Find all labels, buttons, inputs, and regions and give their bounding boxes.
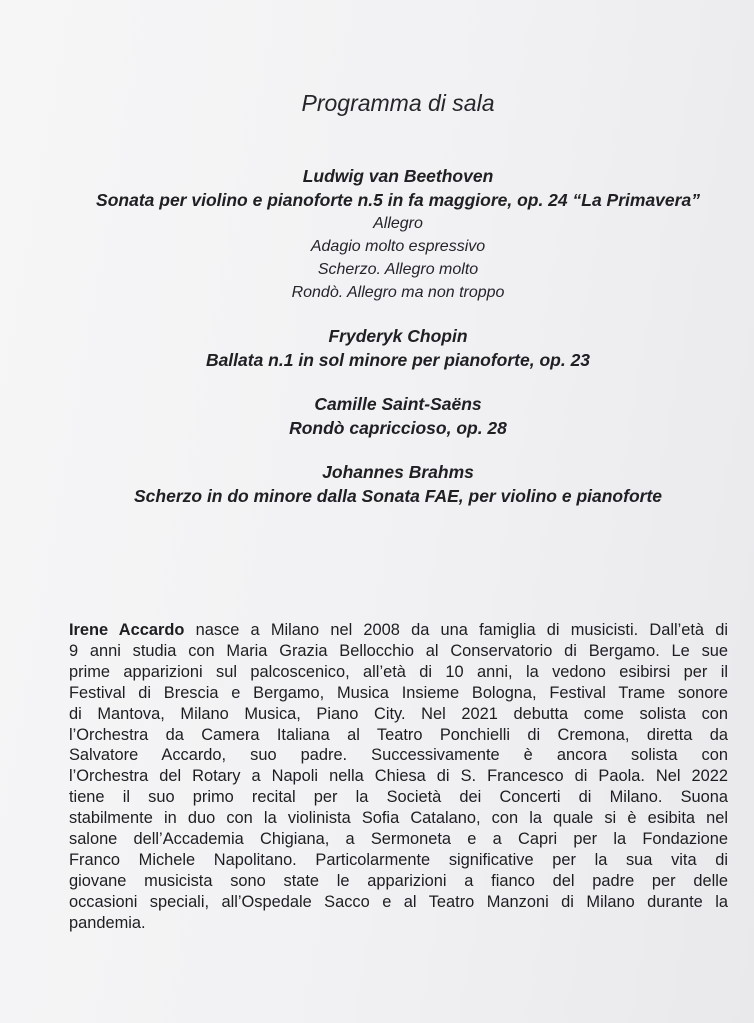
bio-line: giovane musicista sono state le apparizioni a fianco del padre per delle [69,871,728,890]
bio-line: salone dell’Accademia Chigiana, a Sermoneta e a Capri per la Fondazione [69,830,728,849]
bio-line-text: nasce a Milano nel 2008 da una famiglia di musicisti. Dall’età di [184,621,728,639]
work-title: Rondò capriccioso, op. 28 [289,418,507,438]
bio-line: 9 anni studia con Maria Grazia Bellocchio al Conservatorio di Bergamo. Le sue [69,641,728,660]
movement: Adagio molto espressivo [310,238,486,255]
work-title: Scherzo in do minore dalla Sonata FAE, per violino e pianoforte [134,486,662,506]
bio-line: di Mantova, Milano Musica, Piano City. Nel 2021 debutta come solista con [69,704,728,723]
work-title: Ballata n.1 in sol minore per pianoforte, op. 23 [205,350,591,370]
bio-line: Salvatore Accardo, suo padre. Successivamente è ancora solista con [69,746,728,765]
page-title: Programma di sala [301,90,495,116]
bio-line: stabilmente in duo con la violinista Sofia Catalano, con la quale si è esibita nel [69,809,728,828]
bio-line: prime apparizioni sul palcoscenico, all’età di 10 anni, la vedono esibirsi per il [69,662,728,681]
composer-name: Camille Saint-Saëns [314,394,482,414]
program-item [0,460,754,508]
program-item [0,324,754,372]
composer-name: Johannes Brahms [322,462,474,482]
bio-line: Franco Michele Napolitano. Particolarmente significative per la sua vita di [69,850,728,869]
bio-line: occasioni speciali, all’Ospedale Sacco e al Teatro Manzoni di Milano durante la [69,892,728,911]
bio-line: l’Orchestra da Camera Italiana al Teatro Ponchielli di Cremona, diretta da [69,725,728,744]
bio-line: pandemia. [69,913,146,932]
composer-name: Ludwig van Beethoven [302,166,494,186]
movement: Allegro [373,215,423,232]
program-item [0,392,754,440]
bio-line [69,620,728,641]
biography [69,620,728,934]
composer-name: Fryderyk Chopin [328,326,468,346]
bio-line: l’Orchestra del Rotary a Napoli nella Chiesa di S. Francesco di Paola. Nel 2022 [69,767,728,786]
bio-name: Irene Accardo [69,621,185,639]
bio-line: Festival di Brescia e Bergamo, Musica Insieme Bologna, Festival Trame sonore [69,683,728,702]
movement: Rondò. Allegro ma non troppo [291,284,505,301]
bio-line: tiene il suo primo recital per la Società dei Concerti di Milano. Suona [69,788,728,807]
work-title: Sonata per violino e pianoforte n.5 in fa maggiore, op. 24 “La Primavera” [96,190,700,210]
program-item [0,164,754,304]
program-list [0,164,754,528]
movement: Scherzo. Allegro molto [317,261,479,278]
